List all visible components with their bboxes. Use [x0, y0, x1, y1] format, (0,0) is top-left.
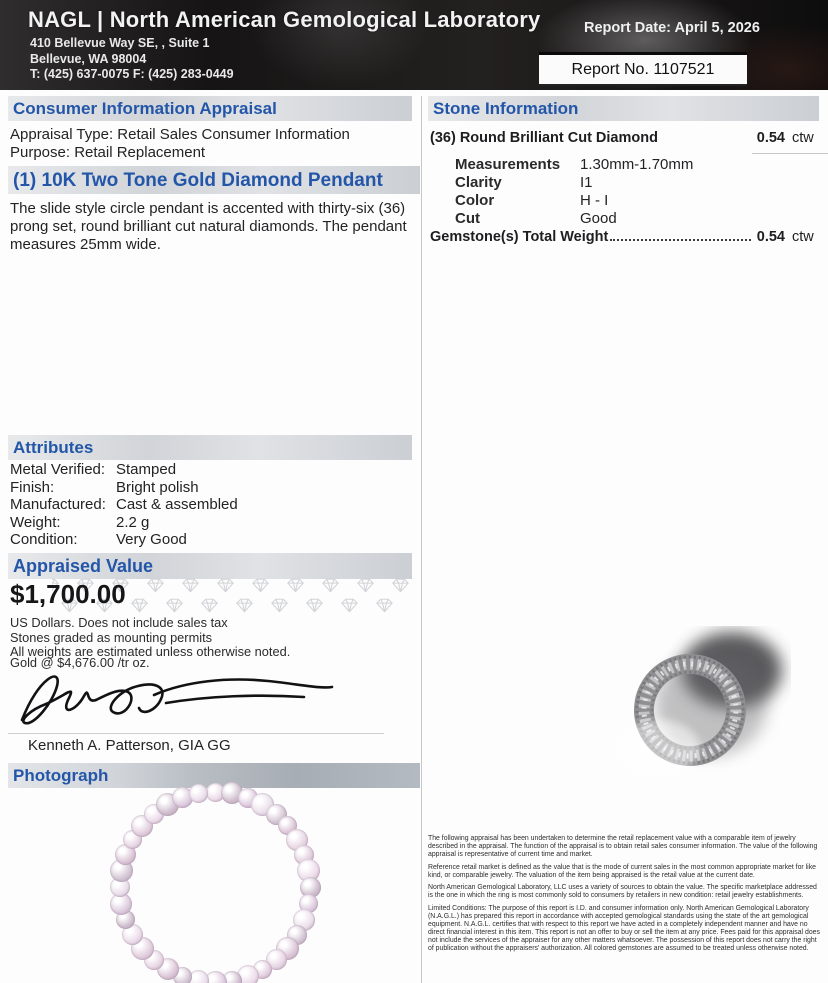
- total-weight-unit: ctw: [792, 229, 814, 245]
- note-line: US Dollars. Does not include sales tax: [10, 615, 228, 630]
- diamond-icon: [338, 597, 361, 614]
- stone-carat-value: 0.54: [756, 130, 785, 146]
- diamond-icon: [179, 577, 202, 594]
- document-header: [0, 0, 828, 90]
- attribute-value: 2.2 g: [116, 513, 150, 531]
- section-heading-appraised-value: Appraised Value: [8, 553, 412, 579]
- table-row: [455, 156, 795, 174]
- section-heading-consumer-information: Consumer Information Appraisal: [8, 96, 412, 121]
- detail-label: Cut: [455, 210, 480, 228]
- detail-label: Clarity: [455, 174, 502, 192]
- table-row: [455, 210, 795, 228]
- table-row: [455, 192, 795, 210]
- detail-value: Good: [580, 210, 617, 228]
- attribute-value: Bright polish: [116, 478, 199, 496]
- detail-value: H - I: [580, 192, 609, 210]
- valuation-notes: [10, 616, 290, 660]
- attribute-label: Finish:: [10, 478, 55, 496]
- section-heading-attributes: Attributes: [8, 435, 412, 460]
- note-line: All weights are estimated unless otherwise noted.: [10, 644, 291, 660]
- attribute-label: Weight:: [10, 513, 61, 531]
- appraisal-type: [10, 126, 350, 161]
- detail-label: Color: [455, 192, 495, 210]
- stone-title-row: [430, 130, 820, 146]
- diamond-icon: [268, 597, 291, 614]
- address-line-2: Bellevue, WA 98004: [30, 51, 147, 66]
- section-heading-stone-information: Stone Information: [428, 96, 819, 121]
- diamond-icon: [198, 597, 221, 614]
- table-row: [10, 461, 390, 479]
- total-weight-row: [430, 229, 820, 245]
- stone-carat-unit: ctw: [792, 130, 814, 146]
- diamond-icon: [233, 597, 256, 614]
- total-weight-value: 0.54: [756, 229, 785, 245]
- address-line-1: 410 Bellevue Way SE, , Suite 1: [30, 36, 210, 50]
- stone-title: (36) Round Brilliant Cut Diamond: [430, 130, 658, 146]
- appraiser-name: Kenneth A. Patterson, GIA GG: [28, 737, 231, 754]
- detail-value: I1: [580, 174, 593, 192]
- diamond-icon: [354, 577, 377, 594]
- attribute-label: Manufactured:: [10, 496, 106, 514]
- attributes-table: [10, 461, 390, 549]
- appraisal-type-line: Appraisal Type: Retail Sales Consumer Information: [10, 126, 350, 143]
- table-row: [10, 531, 390, 549]
- diamond-icon: [389, 577, 412, 594]
- table-row: [10, 479, 390, 497]
- legal-paragraph: The following appraisal has been undertaken to determine the retail replacement value with a comparable item of jewelry described in the appraisal. The function of the appraisal is to obtain retail sales consumer information. The value of the following appraisal is representative of current time and market.: [428, 835, 818, 858]
- attribute-value: Stamped: [116, 461, 177, 478]
- purpose-line: Purpose: Retail Replacement: [10, 143, 206, 161]
- note-line: Stones graded as mounting permits: [10, 629, 213, 645]
- diamond-icon: [163, 597, 186, 614]
- lab-address: [30, 36, 234, 83]
- attribute-value: Very Good: [116, 531, 187, 549]
- attribute-value: Cast & assembled: [116, 496, 238, 514]
- phone-line: T: (425) 637-0075 F: (425) 283-0449: [30, 67, 234, 81]
- signature-line: [8, 733, 384, 734]
- report-date: Report Date: April 5, 2026: [584, 20, 760, 36]
- diamond-icon: [249, 577, 272, 594]
- appraiser-signature: [14, 666, 366, 730]
- diamond-icon: [284, 577, 307, 594]
- appraised-value-amount: $1,700.00: [10, 579, 126, 609]
- section-heading-item-title: (1) 10K Two Tone Gold Diamond Pendant: [8, 166, 420, 194]
- total-weight-label: Gemstone(s) Total Weight: [430, 229, 609, 245]
- table-row: [10, 514, 390, 532]
- rule-line: [752, 153, 828, 154]
- diamond-icon: [214, 577, 237, 594]
- diamond-icon: [373, 597, 396, 614]
- ring-photo: [616, 626, 791, 778]
- detail-value: 1.30mm-1.70mm: [580, 156, 694, 173]
- dotted-leader: [610, 239, 750, 241]
- attribute-label: Metal Verified:: [10, 461, 106, 478]
- legal-paragraph: North American Gemological Laboratory, LLC uses a variety of sources to obtain the value. The specific marketplace addressed is the one in which the ring is most commonly sold to consumers by retailers in new condition: retail jewelry establishments.: [428, 884, 817, 899]
- pendant-photo: [0, 770, 428, 983]
- diamond-stone: [189, 784, 208, 803]
- diamond-icon: [128, 597, 151, 614]
- detail-label: Measurements: [455, 156, 561, 173]
- stone-details-table: [455, 156, 795, 228]
- gold-price-note: Gold @ $4,676.00 /tr oz.: [10, 655, 150, 670]
- legal-paragraph: Limited Conditions: The purpose of this report is I.D. and consumer information only. North American Gemological Laboratory (N.A.G.L.) has prepared this report in accordance with accepted gemological standards using the state of the art gemological equipment. N.A.G.L. certifies that with respect to this report we have acted in a completely independent manner and have no direct financial interest in this item. This report is not an offer to buy or sell the item at any price. Fees paid for this appraisal does not include the services of the appraiser for any other matters whatsoever. The possession of this report does not carry the right of publication without the appraisers' authorization. All colored gemstones are assumed to be treated unless otherwise noted.: [428, 904, 820, 952]
- table-row: [455, 174, 795, 192]
- attribute-label: Condition:: [10, 531, 78, 549]
- section-heading-photograph: Photograph: [8, 763, 420, 788]
- legal-paragraph: Reference retail market is defined as the value that is the mode of current sales in the most common appropriate market for like kind, or comparable jewelry. The valuation of the item being appraised is the retail value at the current date.: [428, 863, 816, 879]
- diamond-icon: [144, 577, 167, 594]
- lab-name: NAGL | North American Gemological Laboratory: [28, 7, 541, 32]
- table-row: [10, 496, 390, 514]
- diamond-icon: [319, 577, 342, 594]
- report-number-box: Report No. 1107521: [539, 52, 747, 86]
- item-description: The slide style circle pendant is accented with thirty-six (36) prong set, round brilliant cut natural diamonds. The pendant measures 25mm wide.: [10, 200, 407, 253]
- diamond-icon: [303, 597, 326, 614]
- legal-disclaimer: [428, 835, 820, 957]
